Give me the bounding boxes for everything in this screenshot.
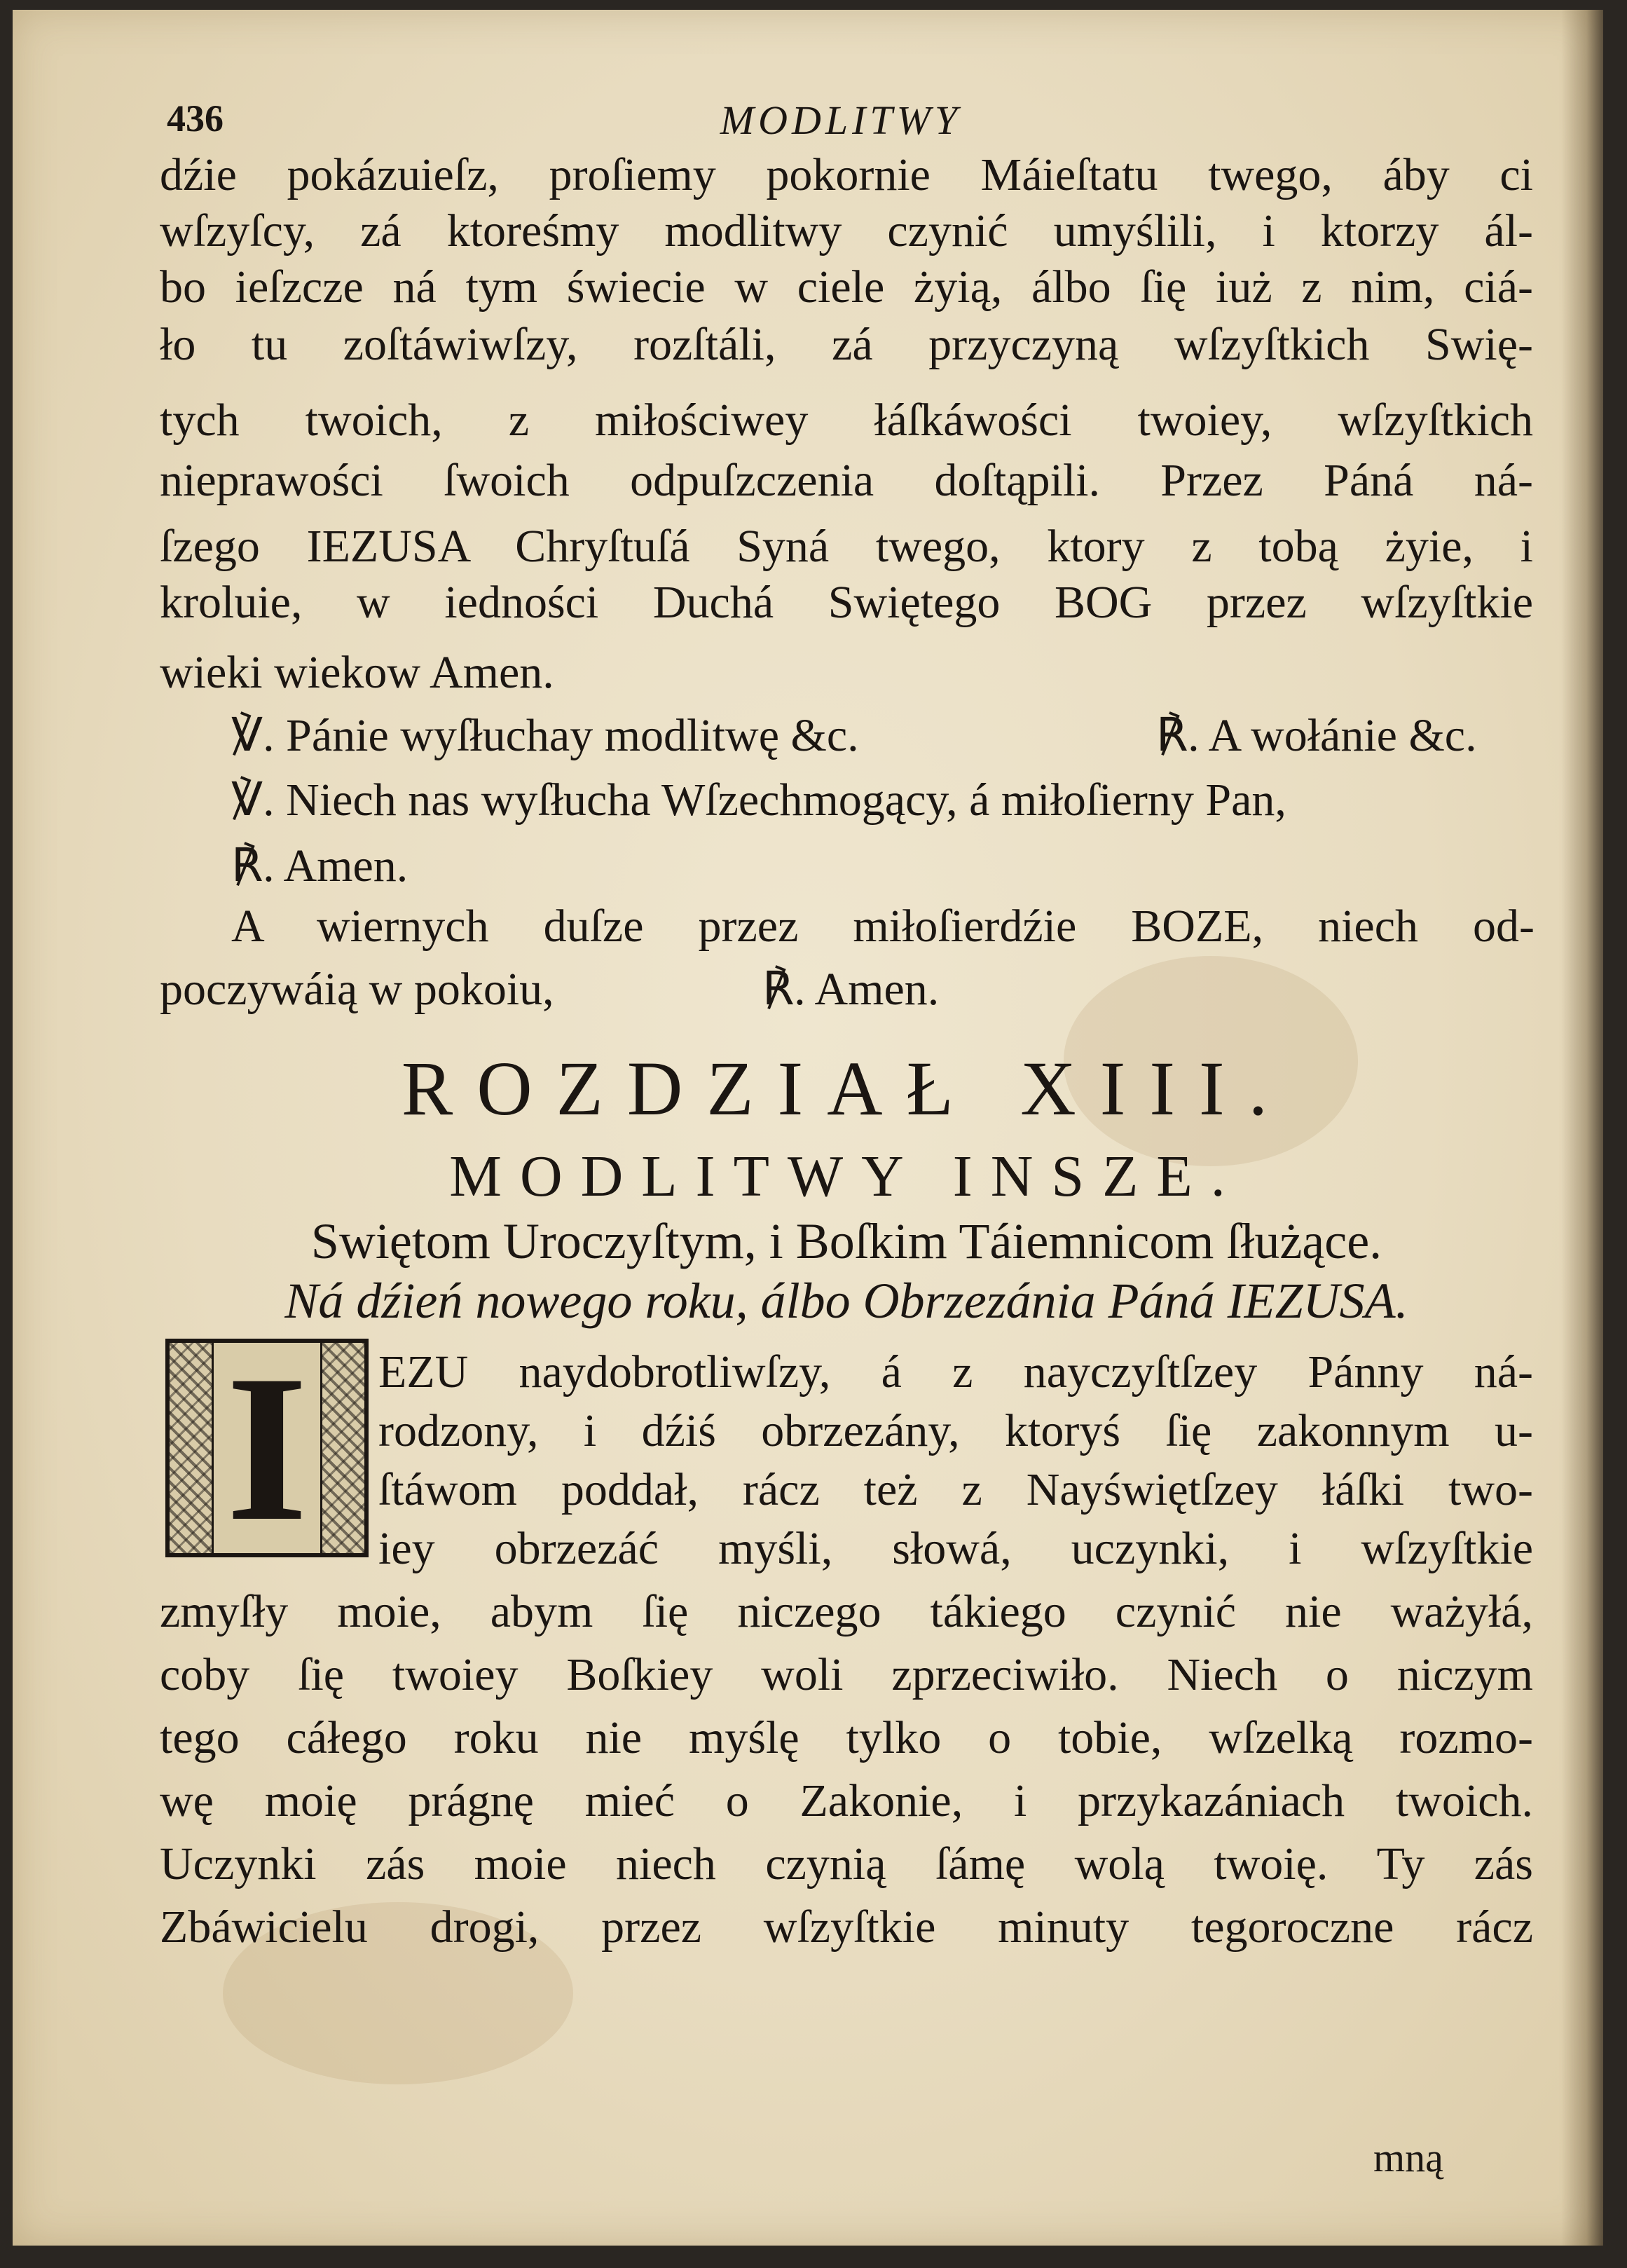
text-line: Zbáwicielu drogi, przez wſzyſtkie minuty tegoroczne rácz <box>160 1901 1533 1953</box>
text-line: ło tu zoſtáwiwſzy, rozſtáli, zá przyczyną wſzyſtkich Swię- <box>160 319 1533 370</box>
decorated-initial <box>165 1332 369 1564</box>
catchword: mną <box>1373 2135 1443 2180</box>
text-line: dźie pokázuieſz, proſiemy pokornie Máieſtatu twego, áby ci <box>160 149 1533 200</box>
versicle-mark: ℣. <box>231 710 275 761</box>
text-line: bo ieſzcze ná tym świecie w ciele żyią, álbo ſię iuż z nim, ciá- <box>160 261 1533 313</box>
text-line <box>160 962 1533 1018</box>
text-line: Uczynki zás moie niech czynią ſámę wolą twoię. Ty zás <box>160 1838 1533 1890</box>
response-text: Amen. <box>283 840 409 892</box>
text-line: nieprawości ſwoich odpuſzczenia doſtąpili. Przez Páná ná- <box>160 455 1533 506</box>
text-line: ſtáwom poddał, rácz też z Nayświętſzey łáſki two- <box>378 1464 1533 1515</box>
response-mark: ℟. <box>231 840 275 892</box>
text-line: iey obrzezáć myśli, słowá, uczynki, i wſzyſtkie <box>378 1523 1533 1574</box>
page-header <box>154 97 1528 146</box>
text-line: kroluie, w iedności Duchá Swiętego BOG przez wſzyſtkie <box>160 577 1533 628</box>
chapter-subtitle: MODLITWY INSZE. <box>449 1144 1244 1209</box>
text-line: wſzyſcy, zá ktoreśmy modlitwy czynić umyślili, i ktorzy ál- <box>160 205 1533 257</box>
versicle-text: Niech nas wyſłucha Wſzechmogący, á miłoſierny Pan, <box>286 774 1286 826</box>
page-number: 436 <box>167 97 224 139</box>
versicle-line <box>231 838 1535 894</box>
versicle-mark: ℣. <box>231 774 275 826</box>
text-line: EZU naydobrotliwſzy, á z nayczyſtſzey Pánny ná- <box>378 1346 1533 1398</box>
text-line: wieki wiekow Amen. <box>160 647 554 698</box>
text-line: coby ſię twoiey Boſkiey woli zprzeciwiło. Niech o niczym <box>160 1649 1533 1700</box>
text-line: wę moię prágnę mieć o Zakonie, i przykazániach twoich. <box>160 1775 1533 1826</box>
text-line: zmyſły moie, abym ſię niczego tákiego czynić nie ważyłá, <box>160 1586 1533 1637</box>
page-gutter <box>1561 10 1603 2246</box>
chapter-title: ROZDZIAŁ XIII. <box>401 1046 1292 1131</box>
versicle-text: Pánie wyſłuchay modlitwę &c. <box>286 710 859 761</box>
text-line: tych twoich, z miłościwey łáſkáwości twoiey, wſzyſtkich <box>160 395 1533 446</box>
text-line: A wiernych duſze przez miłoſierdźie BOZE, niech od- <box>231 901 1535 952</box>
feast-title: Ná dźień nowego roku, álbo Obrzezánia Páná IEZUSA. <box>284 1273 1408 1329</box>
versicle-line <box>231 708 1535 764</box>
initial-letter: I <box>212 1341 323 1555</box>
running-head: MODLITWY <box>720 97 962 143</box>
chapter-description: Swiętom Uroczyſtym, i Boſkim Táiemnicom ſłużące. <box>310 1213 1382 1269</box>
response-text: ℟. A wołánie &c. <box>1156 710 1477 761</box>
text-line: rodzony, i dźiś obrzezány, ktoryś ſię zakonnym u- <box>378 1405 1533 1456</box>
closing-text: poczywáią w pokoiu, <box>160 964 554 1015</box>
versicle-line <box>231 772 1535 828</box>
text-line: tego cáłego roku nie myślę tylko o tobie, wſzelką rozmo- <box>160 1712 1533 1763</box>
response-text: ℟. Amen. <box>762 964 940 1015</box>
text-line: ſzego IEZUSA Chryſtuſá Syná twego, ktory z tobą żyie, i <box>160 521 1533 572</box>
